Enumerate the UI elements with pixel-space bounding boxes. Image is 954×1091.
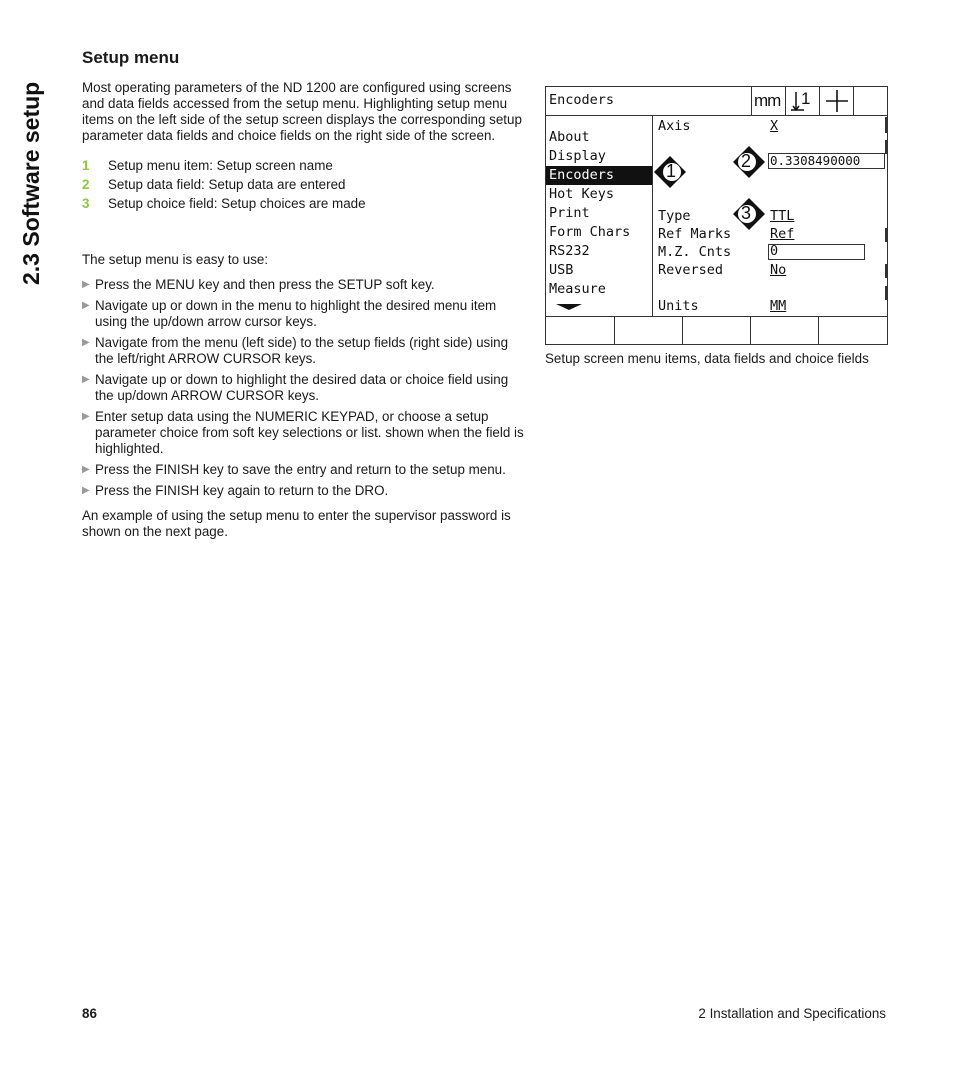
scroll-marker: [885, 140, 887, 154]
menu-item-encoders[interactable]: Encoders: [546, 166, 652, 185]
choice-field-ref-marks[interactable]: Ref: [770, 226, 795, 242]
triangle-bullet-icon: ▶: [82, 279, 90, 290]
field-label-type: Type: [658, 208, 691, 224]
datum-indicator: 1: [785, 87, 820, 115]
setup-fields-panel: [653, 116, 887, 316]
soft-key-2[interactable]: [614, 317, 683, 345]
step-item: ▶ Navigate from the menu (left side) to the setup fields (right side) using the left/right ARROW CURSOR keys.: [82, 335, 509, 366]
field-label-mz-cnts: M.Z. Cnts: [658, 244, 732, 260]
menu-item-display[interactable]: Display: [549, 148, 606, 164]
intro-paragraph: Most operating parameters of the ND 1200 are configured using screens and data fields accessed from the setup menu. Highlighting setup menu items on the left side of the setup screen displays the corresponding setup parameter data fields and choice fields on the right side of the screen.: [82, 80, 522, 143]
scroll-marker: [885, 286, 887, 300]
numbered-list: [82, 158, 527, 212]
step-item: ▶ Navigate up or down to highlight the desired data or choice field using the up/down ARROW CURSOR keys.: [82, 372, 509, 403]
step-list: [82, 277, 527, 499]
field-label-ref-marks: Ref Marks: [658, 226, 732, 242]
scroll-down-arrow-icon[interactable]: [554, 302, 584, 312]
crosshair-indicator: [819, 87, 854, 115]
choice-field-units[interactable]: MM: [770, 298, 787, 314]
choice-field-type[interactable]: TTL: [770, 208, 795, 224]
data-field-resolution[interactable]: 0.3308490000: [768, 153, 885, 169]
soft-key-3[interactable]: [682, 317, 751, 345]
crosshair-icon: [825, 89, 849, 113]
section-side-title: 2.3 Software setup: [18, 81, 44, 285]
example-paragraph: An example of using the setup menu to enter the supervisor password is shown on the next page.: [82, 508, 511, 539]
page-number: 86: [82, 1006, 97, 1021]
triangle-bullet-icon: ▶: [82, 464, 90, 475]
unit-indicator: mm: [751, 87, 786, 115]
callout-3: 3: [732, 197, 766, 231]
menu-item-about[interactable]: About: [549, 129, 590, 145]
field-label-reversed: Reversed: [658, 262, 724, 278]
item-number: 2: [82, 177, 90, 192]
triangle-bullet-icon: ▶: [82, 374, 90, 385]
triangle-bullet-icon: ▶: [82, 337, 90, 348]
menu-item-measure[interactable]: Measure: [549, 281, 606, 297]
callout-1: 1: [653, 155, 687, 189]
numbered-item: [82, 177, 527, 193]
scroll-marker: [885, 264, 887, 278]
soft-key-4[interactable]: [750, 317, 819, 345]
setup-screen-illustration: [545, 86, 888, 345]
item-number: 1: [82, 158, 90, 173]
screen-title-bar: [546, 87, 887, 116]
numbered-item: [82, 158, 527, 174]
step-item: ▶ Press the FINISH key again to return to the DRO.: [82, 483, 389, 498]
footer-section: 2 Installation and Specifications: [698, 1006, 886, 1021]
screen-title: Encoders: [549, 92, 615, 108]
field-label-axis: Axis: [658, 118, 691, 134]
page-heading: Setup menu: [82, 48, 180, 67]
choice-field-axis[interactable]: X: [770, 118, 779, 134]
main-content: [82, 50, 527, 554]
soft-key-bar: [546, 316, 887, 345]
easy-paragraph: The setup menu is easy to use:: [82, 252, 269, 267]
figure-caption: Setup screen menu items, data fields and choice fields: [545, 351, 869, 366]
item-number: 3: [82, 196, 90, 211]
menu-item-form-chars[interactable]: Form Chars: [549, 224, 631, 240]
scroll-marker: [885, 117, 887, 133]
menu-item-print[interactable]: Print: [549, 205, 590, 221]
step-item: ▶ Press the FINISH key to save the entry and return to the setup menu.: [82, 462, 506, 477]
soft-key-5[interactable]: [818, 317, 888, 345]
step-item: ▶ Navigate up or down in the menu to highlight the desired menu item using the up/down arrow cursor keys.: [82, 298, 497, 329]
numbered-item: [82, 196, 527, 212]
menu-item-rs232[interactable]: RS232: [549, 243, 590, 259]
item-text: Setup menu item: Setup screen name: [108, 158, 333, 173]
triangle-bullet-icon: ▶: [82, 485, 90, 496]
field-label-units: Units: [658, 298, 699, 314]
menu-item-usb[interactable]: USB: [549, 262, 574, 278]
step-item: ▶ Press the MENU key and then press the SETUP soft key.: [82, 277, 435, 292]
step-item: ▶ Enter setup data using the NUMERIC KEYPAD, or choose a setup parameter choice from soft key selections or list. shown when the field is highlighted.: [82, 409, 524, 456]
setup-menu-list: [546, 116, 653, 316]
choice-field-reversed[interactable]: No: [770, 262, 787, 278]
status-blank-cell: [853, 87, 888, 115]
data-field-mz-cnts[interactable]: 0: [768, 244, 865, 260]
triangle-bullet-icon: ▶: [82, 411, 90, 422]
scroll-marker: [885, 228, 887, 242]
item-text: Setup choice field: Setup choices are made: [108, 196, 366, 211]
triangle-bullet-icon: ▶: [82, 300, 90, 311]
callout-2: 2: [732, 145, 766, 179]
menu-item-hot-keys[interactable]: Hot Keys: [549, 186, 615, 202]
item-text: Setup data field: Setup data are entered: [108, 177, 346, 192]
